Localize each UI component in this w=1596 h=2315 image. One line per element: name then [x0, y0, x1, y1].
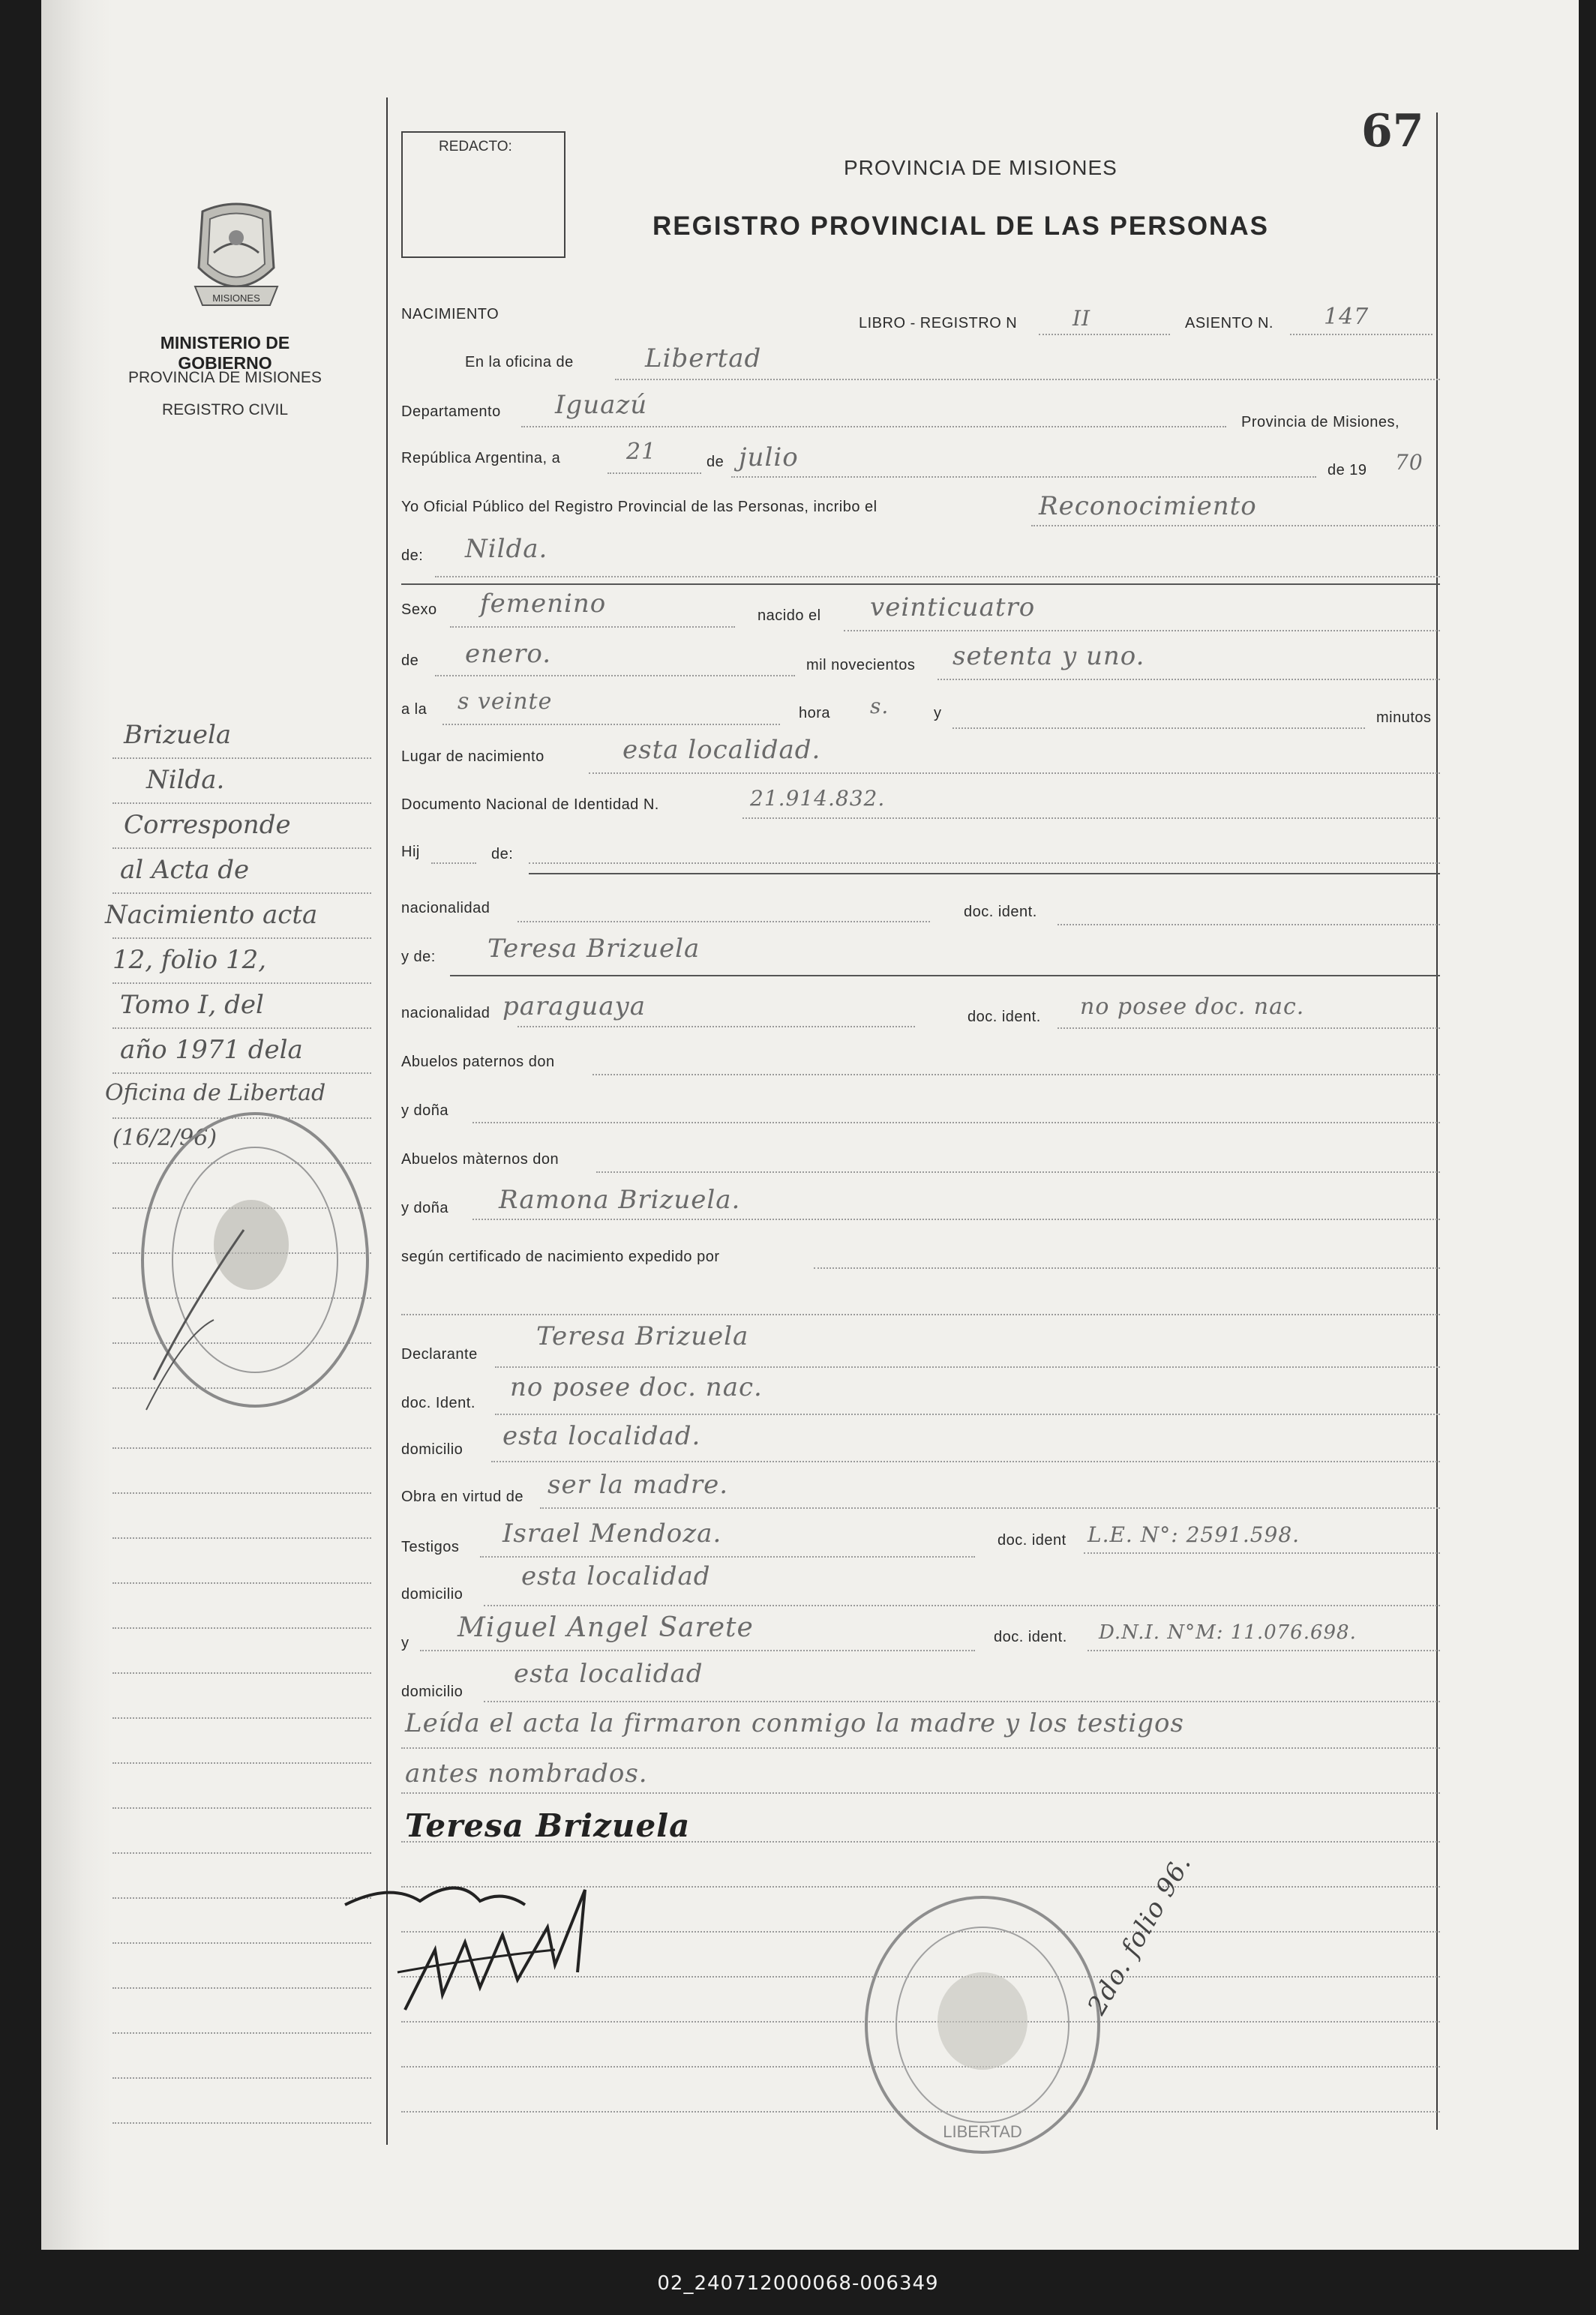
testigos-label: Testigos: [401, 1539, 460, 1555]
margin-note-line: (16/2/96): [112, 1125, 218, 1151]
departamento-label: Departamento: [401, 403, 501, 420]
domicilio-declarante-value: esta localidad.: [502, 1421, 701, 1451]
side-annotation: 2do. folio 96.: [1082, 1849, 1198, 2020]
nacionalidad2-label: nacionalidad: [401, 1005, 490, 1021]
nacido-label: nacido el: [758, 607, 821, 624]
nacimiento-label: NACIMIENTO: [401, 306, 500, 322]
province-seal-icon: [180, 196, 292, 320]
anio-label: de 19: [1328, 462, 1367, 478]
domicilio2-label: domicilio: [401, 1586, 464, 1603]
domicilio1-label: domicilio: [401, 1441, 464, 1458]
y-dona2-label: y doña: [401, 1200, 449, 1216]
margin-note-line: Oficina de Libertad: [105, 1080, 326, 1106]
ministry-registry: REGISTRO CIVIL: [161, 401, 289, 418]
libro-value: II: [1072, 306, 1091, 331]
asiento-value: 147: [1324, 304, 1370, 330]
ministry-province: PROVINCIA DE MISIONES: [128, 369, 322, 386]
sexo-value: femenino: [480, 589, 607, 619]
libro-label: LIBRO - REGISTRO N: [859, 315, 1018, 331]
minutos-label: minutos: [1376, 709, 1432, 726]
a-las-value: s veinte: [458, 688, 553, 715]
ministry-title: MINISTERIO DE GOBIERNO: [160, 333, 290, 373]
testigo1-value: Israel Mendoza.: [502, 1519, 722, 1549]
doc-ident1-label: doc. ident.: [964, 904, 1037, 920]
margin-note-line: Nacimiento acta: [105, 900, 318, 930]
republica-label: República Argentina, a: [401, 450, 561, 466]
doc-testigo1-value: L.E. N°: 2591.598.: [1088, 1522, 1300, 1547]
column-divider: [386, 97, 388, 2145]
margin-note-line: año 1971 dela: [120, 1035, 303, 1065]
margin-note-line: Tomo I, del: [120, 990, 264, 1020]
book-binding-edge: [41, 0, 112, 2250]
de-label: de: [706, 454, 724, 470]
lugar-label: Lugar de nacimiento: [401, 748, 544, 765]
declarante-label: Declarante: [401, 1346, 478, 1363]
sexo-label: Sexo: [401, 601, 437, 618]
declarante-signature: Teresa Brizuela: [405, 1807, 691, 1844]
right-border: [1436, 112, 1438, 2130]
svg-text:MISIONES: MISIONES: [212, 292, 260, 304]
doc-ident5-label: doc. ident.: [994, 1629, 1067, 1645]
anio-nacimiento-value: setenta y uno.: [952, 641, 1145, 671]
doc-declarante-value: no posee doc. nac.: [510, 1372, 763, 1402]
yo-oficial-label: Yo Oficial Público del Registro Provincial de las Personas, incribo el: [401, 499, 878, 515]
doc-madre-value: no posee doc. nac.: [1080, 994, 1305, 1020]
dni-value: 21.914.832.: [750, 786, 886, 811]
margin-note-line: al Acta de: [120, 855, 250, 885]
closing-statement-continued: antes nombrados.: [405, 1759, 648, 1789]
testigo2-value: Miguel Angel Sarete: [458, 1612, 754, 1643]
doc-ident4-label: doc. ident: [998, 1532, 1066, 1549]
province-heading: PROVINCIA DE MISIONES: [844, 156, 1118, 179]
margin-note-line: 12, folio 12,: [112, 945, 267, 975]
registry-heading: REGISTRO PROVINCIAL DE LAS PERSONAS: [652, 211, 1269, 241]
domicilio-testigo2-value: esta localidad: [514, 1659, 704, 1689]
page-number: 67: [1361, 105, 1424, 157]
y-label: y: [934, 705, 942, 721]
hij-label: Hij: [401, 844, 420, 860]
margin-note-line: Corresponde: [124, 810, 291, 840]
margin-note-line: Nilda.: [146, 765, 225, 795]
departamento-value: Iguazú: [555, 390, 648, 420]
doc-ident3-label: doc. Ident.: [401, 1395, 476, 1411]
closing-statement: Leída el acta la firmaron conmigo la madre y los testigos: [405, 1708, 1184, 1738]
de3-label: de: [401, 652, 419, 669]
acto-value: Reconocimiento: [1039, 491, 1257, 521]
officer-signature-icon: [330, 1860, 645, 2025]
nacionalidad-madre-value: paraguaya: [502, 991, 646, 1021]
declarante-value: Teresa Brizuela: [536, 1321, 749, 1351]
doc-ident2-label: doc. ident.: [968, 1009, 1041, 1025]
abuela-materna-value: Ramona Brizuela.: [499, 1185, 741, 1215]
y-de-label: y de:: [401, 949, 436, 965]
mil-label: mil novecientos: [806, 657, 916, 673]
hora-value: s.: [870, 694, 890, 718]
image-footer-id: 02_240712000068-006349: [657, 2272, 939, 2295]
bottom-stamp-icon: [855, 1890, 1110, 2160]
asiento-label: ASIENTO N.: [1185, 315, 1274, 331]
segun-label: según certificado de nacimiento expedido por: [401, 1249, 720, 1265]
doc-testigo2-value: D.N.I. N°M: 11.076.698.: [1099, 1621, 1357, 1644]
redacto-label: REDACTO:: [439, 139, 512, 154]
oficina-label: En la oficina de: [465, 354, 574, 370]
redacto-box: [401, 131, 566, 258]
mes-nacimiento-value: enero.: [465, 639, 552, 669]
abuelos-maternos-label: Abuelos màternos don: [401, 1151, 560, 1168]
hora-label: hora: [799, 705, 831, 721]
anio-value: 70: [1395, 450, 1424, 475]
dni-label: Documento Nacional de Identidad N.: [401, 796, 659, 813]
svg-text:LIBERTAD: LIBERTAD: [943, 2122, 1022, 2141]
obra-label: Obra en virtud de: [401, 1489, 524, 1505]
lugar-value: esta localidad.: [622, 735, 821, 765]
official-stamp-icon: [124, 1095, 379, 1425]
nacionalidad1-label: nacionalidad: [401, 900, 490, 916]
hij-de-label: de:: [491, 846, 514, 862]
y2-label: y: [401, 1635, 410, 1651]
nombre-value: Nilda.: [465, 534, 548, 564]
obra-value: ser la madre.: [548, 1470, 729, 1500]
y-dona1-label: y doña: [401, 1102, 449, 1119]
a-las-label: a la: [401, 701, 428, 718]
madre-value: Teresa Brizuela: [488, 934, 700, 964]
domicilio3-label: domicilio: [401, 1684, 464, 1700]
de2-label: de:: [401, 547, 424, 564]
nacido-value: veinticuatro: [870, 592, 1036, 622]
domicilio-testigo1-value: esta localidad: [521, 1561, 711, 1591]
margin-note-line: Brizuela: [124, 720, 232, 750]
provincia-label: Provincia de Misiones,: [1241, 414, 1400, 430]
abuelos-paternos-label: Abuelos paternos don: [401, 1054, 555, 1070]
dia-value: 21: [626, 439, 657, 465]
oficina-value: Libertad: [645, 343, 762, 373]
mes-value: julio: [739, 442, 799, 472]
